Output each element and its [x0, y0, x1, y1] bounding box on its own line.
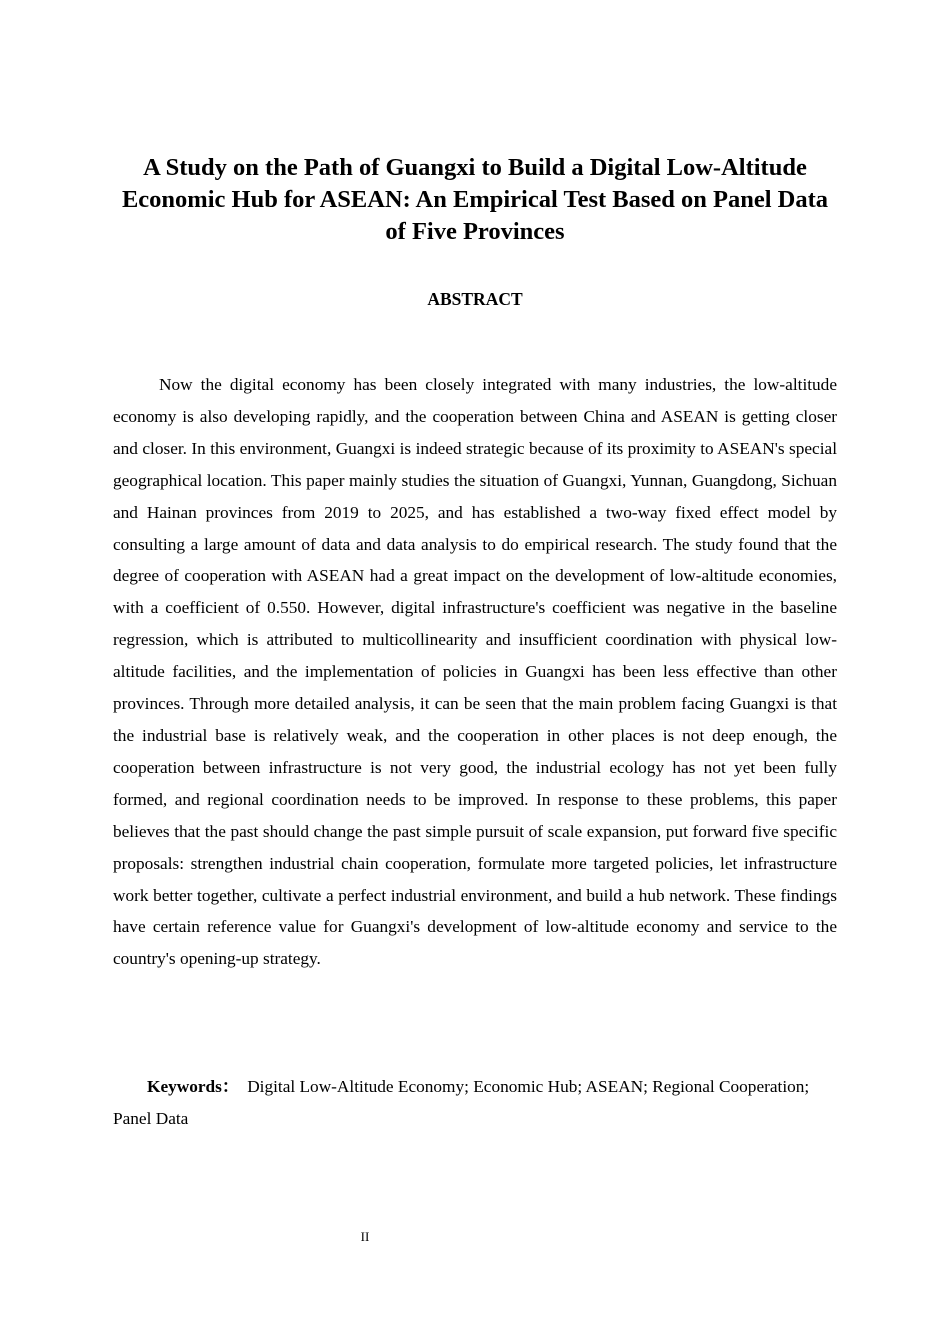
keywords-separator: ：	[221, 1077, 240, 1096]
keywords-paragraph	[113, 1071, 837, 1135]
page-number: II	[360, 1229, 370, 1244]
abstract-body: Now the digital economy has been closely integrated with many industries, the low-altitude economy is also developing rapidly, and the cooperation between China and ASEAN is getting closer and closer. In this environment, Guangxi is indeed strategic because of its proximity to ASEAN's special geographical location. This paper mainly studies the situation of Guangxi, Yunnan, Guangdong, Sichuan and Hainan provinces from 2019 to 2025, and has established a two-way fixed effect model by consulting a large amount of data and data analysis to do empirical research. The study found that the degree of cooperation with ASEAN had a great impact on the development of low-altitude economies, with a coefficient of 0.550. However, digital infrastructure's coefficient was negative in the baseline regression, which is attributed to multicollinearity and insufficient coordination with physical low-altitude facilities, and the implementation of policies in Guangxi has been less effective than other provinces. Through more detailed analysis, it can be seen that the main problem facing Guangxi is that the industrial base is relatively weak, and the cooperation in other places is not deep enough, the cooperation between infrastructure is not very good, the industrial ecology has not yet been fully formed, and regional coordination needs to be improved. In response to these problems, this paper believes that the past should change the past simple pursuit of scale expansion, put forward five specific proposals: strengthen industrial chain cooperation, formulate more targeted policies, let infrastructure work better together, cultivate a perfect industrial environment, and build a hub network. These findings have certain reference value for Guangxi's development of low-altitude economy and service to the country's opening-up strategy.	[113, 375, 837, 969]
paper-title: A Study on the Path of Guangxi to Build a Digital Low-Altitude Economic Hub for ASEAN: An Empirical Test Based on Panel Data of Five Provinces	[121, 154, 829, 245]
keywords-text: Digital Low-Altitude Economy; Economic Hub; ASEAN; Regional Cooperation; Panel Data	[113, 1077, 810, 1128]
abstract-heading: ABSTRACT	[427, 289, 523, 309]
keywords-label: Keywords	[147, 1077, 222, 1096]
